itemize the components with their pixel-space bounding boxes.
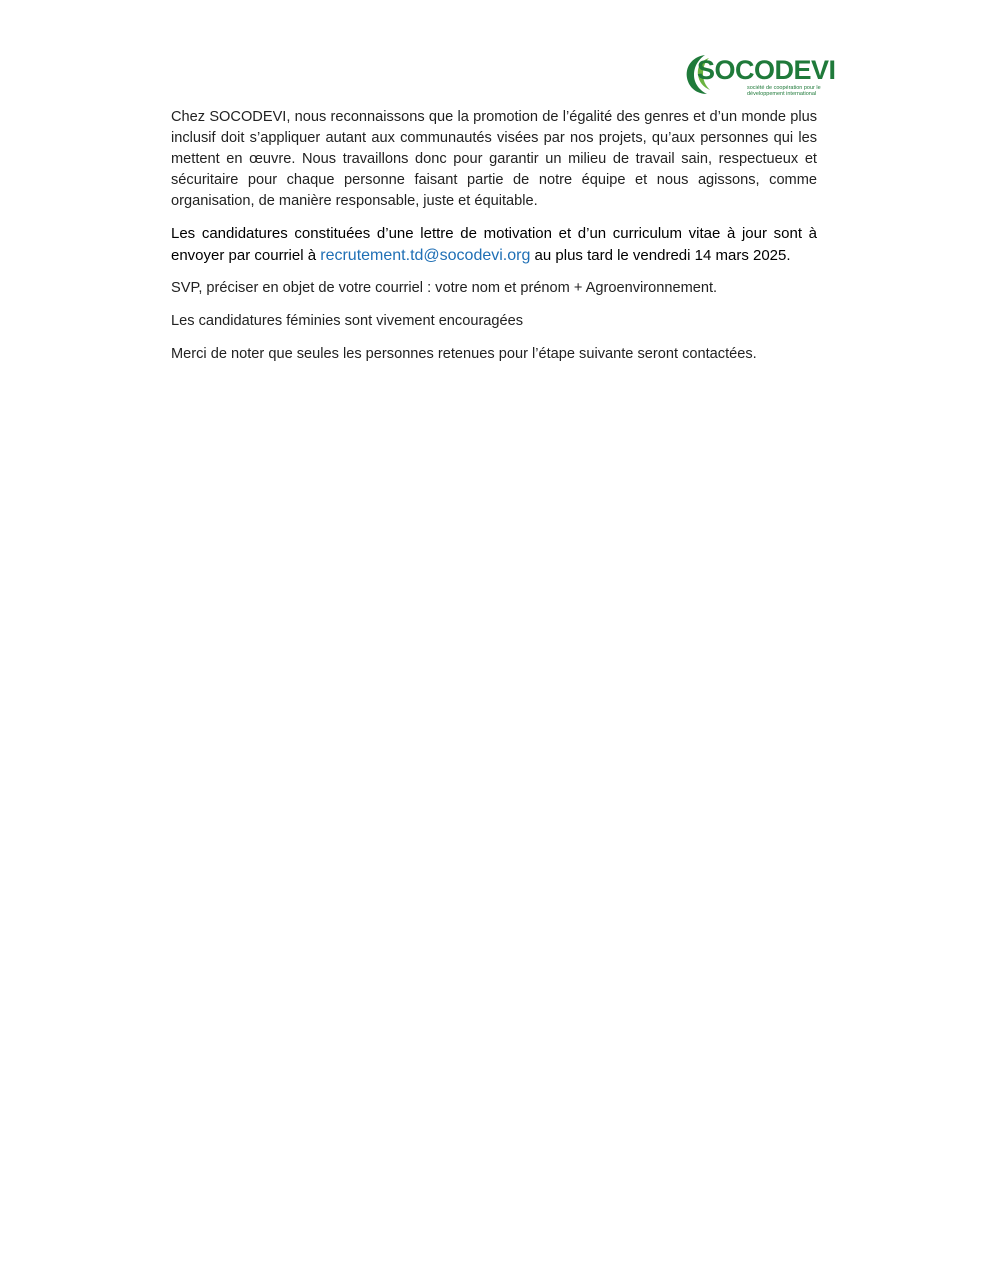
paragraph-equality: Chez SOCODEVI, nous reconnaissons que la promotion de l’égalité des genres et d’un monde plus inclusif doit s’appliquer autant aux communautés visées par nos projets, qu’aux personnes qui les mettent en œuvre. Nous travaillons donc pour garantir un milieu de travail sain, respectueux et sécuritaire pour chaque personne faisant partie de notre équipe et nous agissons, comme organisation, de manière responsable, juste et équitable. <box>171 109 817 209</box>
document-body <box>171 107 817 377</box>
paragraph-subject-instructions: SVP, préciser en objet de votre courriel : votre nom et prénom + Agroenvironnement. <box>171 280 718 296</box>
paragraph-application <box>171 223 817 267</box>
paragraph-women-encouraged: Les candidatures féminies sont vivement encouragées <box>171 313 524 329</box>
socodevi-logo <box>683 50 836 100</box>
logo-wordmark: SOCODEVI <box>697 55 836 85</box>
application-text-end: au plus tard le vendredi 14 mars 2025. <box>530 247 791 264</box>
logo-tagline: société de coopération pour le développement international <box>747 85 821 97</box>
paragraph-contact-note: Merci de noter que seules les personnes retenues pour l’étape suivante seront contactées. <box>171 346 757 362</box>
email-link[interactable]: recrutement.td@socodevi.org <box>320 247 531 264</box>
application-text-start: Les candidatures constituées d’une lettre de motivation et d’un curriculum vitae à jour sont à envoyer par courriel à <box>171 225 817 264</box>
